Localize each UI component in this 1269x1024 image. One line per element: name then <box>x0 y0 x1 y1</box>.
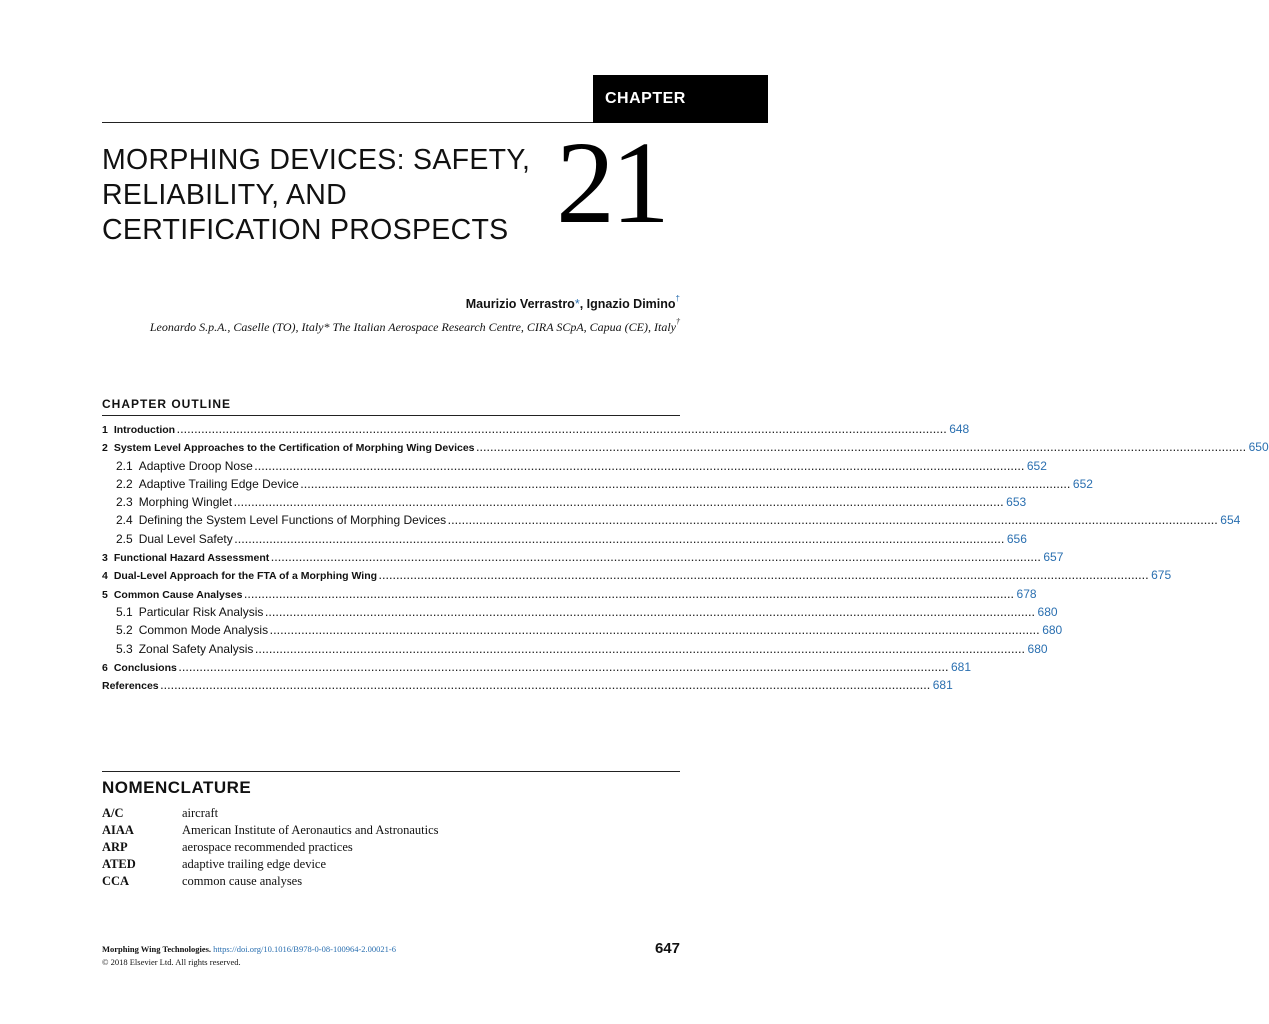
nomenclature-entry <box>102 857 439 874</box>
toc-page-link[interactable]: 648 <box>949 422 970 436</box>
toc-number: 1 <box>102 424 108 436</box>
toc-entry[interactable] <box>102 458 1047 477</box>
chapter-title <box>102 143 542 248</box>
nomenclature-abbreviation: ATED <box>102 857 136 871</box>
toc-entry[interactable] <box>102 550 1064 568</box>
toc-page-link[interactable]: 652 <box>1026 458 1047 473</box>
toc-entry[interactable] <box>102 531 1027 550</box>
affiliation <box>149 317 680 335</box>
copyright: © 2018 Elsevier Ltd. All rights reserved. <box>102 957 241 967</box>
book-title: Morphing Wing Technologies. <box>102 944 212 954</box>
toc-page-link[interactable]: 652 <box>1072 476 1093 491</box>
affiliation-mark[interactable]: † <box>675 294 680 303</box>
nomenclature-entry <box>102 874 439 891</box>
toc-title: Morphing Winglet <box>138 495 233 510</box>
toc-title: References <box>102 680 159 693</box>
toc-number: 3 <box>102 552 108 565</box>
toc-number: 2.5 <box>116 531 133 546</box>
toc-page-link[interactable]: 678 <box>1016 586 1037 601</box>
toc-number: 2 <box>102 442 108 455</box>
toc-page-link[interactable]: 656 <box>1006 531 1027 546</box>
toc-page-link[interactable]: 680 <box>1042 623 1063 638</box>
toc-title: Conclusions <box>113 661 177 674</box>
toc-title: Functional Hazard Assessment <box>113 552 270 565</box>
nomenclature-rule <box>102 771 680 772</box>
toc-entry[interactable] <box>102 568 1172 586</box>
toc-leader: ............................................................................................................................................................................................................................ <box>476 443 1247 454</box>
nomenclature-list <box>102 806 439 891</box>
nomenclature-definition: American Institute of Aeronautics and Astronautics <box>182 823 439 837</box>
toc-page-link[interactable]: 675 <box>1151 568 1172 583</box>
author-name: Ignazio Dimino <box>586 297 676 311</box>
toc-leader: ............................................................................................................................................................................................................................ <box>178 662 949 673</box>
toc-entry[interactable] <box>102 440 1269 458</box>
toc-page-link[interactable]: 650 <box>1248 440 1269 455</box>
toc-leader: ............................................................................................................................................................................................................................ <box>270 626 1041 637</box>
nomenclature-entry <box>102 840 439 857</box>
author-name: Maurizio Verrastro <box>465 297 575 311</box>
toc-page-link[interactable]: 657 <box>1043 550 1064 565</box>
toc-entry[interactable] <box>102 659 971 678</box>
outline-heading: CHAPTER OUTLINE <box>102 397 231 411</box>
toc-leader: ............................................................................................................................................................................................................................ <box>255 644 1026 655</box>
toc-title: Common Mode Analysis <box>138 623 269 638</box>
nomenclature-heading: NOMENCLATURE <box>102 778 252 797</box>
toc-title: Adaptive Trailing Edge Device <box>138 476 299 491</box>
toc-number: 5.1 <box>116 604 133 619</box>
nomenclature-abbreviation: CCA <box>102 874 130 888</box>
toc-leader: ............................................................................................................................................................................................................................ <box>160 681 931 692</box>
nomenclature-definition: adaptive trailing edge device <box>182 857 327 871</box>
toc-entry[interactable] <box>102 513 1241 531</box>
toc-title: System Level Approaches to the Certification of Morphing Wing Devices <box>113 442 475 455</box>
corresponding-author-mark[interactable]: * <box>574 297 580 311</box>
toc-page-link[interactable]: 681 <box>932 678 953 693</box>
toc-number: 2.1 <box>116 458 133 473</box>
toc-page-link[interactable]: 680 <box>1037 604 1058 619</box>
toc-leader: ............................................................................................................................................................................................................................ <box>254 461 1025 472</box>
toc-leader: ............................................................................................................................................................................................................................ <box>234 498 1005 509</box>
toc-entry[interactable] <box>102 422 970 440</box>
toc-entry[interactable] <box>102 586 1037 605</box>
toc-title: Common Cause Analyses <box>113 588 243 601</box>
title-line: RELIABILITY, AND <box>102 179 348 211</box>
nomenclature-entry <box>102 806 439 823</box>
toc-title: Adaptive Droop Nose <box>138 458 253 473</box>
toc-entry[interactable] <box>102 604 1058 623</box>
toc-leader: ............................................................................................................................................................................................................................ <box>244 589 1015 600</box>
toc-number: 5 <box>102 588 108 601</box>
toc-entry[interactable] <box>102 476 1093 495</box>
nomenclature-definition: aircraft <box>182 806 219 820</box>
chapter-number: 21 <box>556 117 666 248</box>
toc-leader: ............................................................................................................................................................................................................................ <box>177 425 948 435</box>
toc-number: 2.2 <box>116 476 133 491</box>
chapter-label: CHAPTER <box>593 75 768 123</box>
toc-leader: ............................................................................................................................................................................................................................ <box>448 516 1219 527</box>
toc-leader: ............................................................................................................................................................................................................................ <box>300 479 1071 490</box>
toc-leader: ............................................................................................................................................................................................................................ <box>379 571 1150 582</box>
affiliation-text: Leonardo S.p.A., Caselle (TO), Italy* The Italian Aerospace Research Centre, CIRA SCpA, Capua (CE), Italy <box>149 320 676 334</box>
toc-title: Dual-Level Approach for the FTA of a Morphing Wing <box>113 570 378 583</box>
toc-number: 2.3 <box>116 495 133 510</box>
toc-page-link[interactable]: 680 <box>1027 641 1048 656</box>
title-line: MORPHING DEVICES: SAFETY, <box>102 144 531 176</box>
toc-page-link[interactable]: 653 <box>1006 495 1027 510</box>
page-number: 647 <box>654 940 680 957</box>
toc-leader: ............................................................................................................................................................................................................................ <box>271 553 1042 564</box>
chapter-outline <box>102 422 1269 696</box>
toc-entry[interactable] <box>102 623 1063 641</box>
nomenclature-definition: common cause analyses <box>182 874 303 888</box>
nomenclature-entry <box>102 823 439 840</box>
toc-title: Introduction <box>113 424 176 436</box>
toc-title: Zonal Safety Analysis <box>138 641 254 656</box>
outline-rule <box>102 415 680 416</box>
affiliation-mark: † <box>676 317 680 326</box>
toc-page-link[interactable]: 681 <box>950 659 971 674</box>
toc-number: 5.2 <box>116 623 133 638</box>
toc-number: 2.4 <box>116 513 133 528</box>
toc-leader: ............................................................................................................................................................................................................................ <box>234 534 1005 545</box>
doi-link[interactable]: https://doi.org/10.1016/B978-0-08-100964-2.00021-6 <box>213 944 396 954</box>
toc-leader: ............................................................................................................................................................................................................................ <box>265 607 1036 618</box>
toc-number: 6 <box>102 661 108 674</box>
toc-entry[interactable] <box>102 495 1027 513</box>
toc-entry[interactable] <box>102 678 953 696</box>
toc-title: Defining the System Level Functions of Morphing Devices <box>138 513 447 528</box>
toc-number: 5.3 <box>116 641 133 656</box>
nomenclature-abbreviation: AIAA <box>102 823 134 837</box>
nomenclature-abbreviation: A/C <box>102 806 124 820</box>
toc-title: Particular Risk Analysis <box>138 604 264 619</box>
author-line <box>465 294 680 311</box>
title-line: CERTIFICATION PROSPECTS <box>102 214 509 246</box>
footer-citation <box>102 944 396 954</box>
title-rule <box>102 122 593 123</box>
toc-number: 4 <box>102 570 108 583</box>
toc-page-link[interactable]: 654 <box>1220 513 1241 528</box>
nomenclature-definition: aerospace recommended practices <box>182 840 353 854</box>
nomenclature-abbreviation: ARP <box>102 840 128 854</box>
author-separator: , <box>579 297 587 311</box>
toc-title: Dual Level Safety <box>138 531 233 546</box>
toc-entry[interactable] <box>102 641 1048 660</box>
